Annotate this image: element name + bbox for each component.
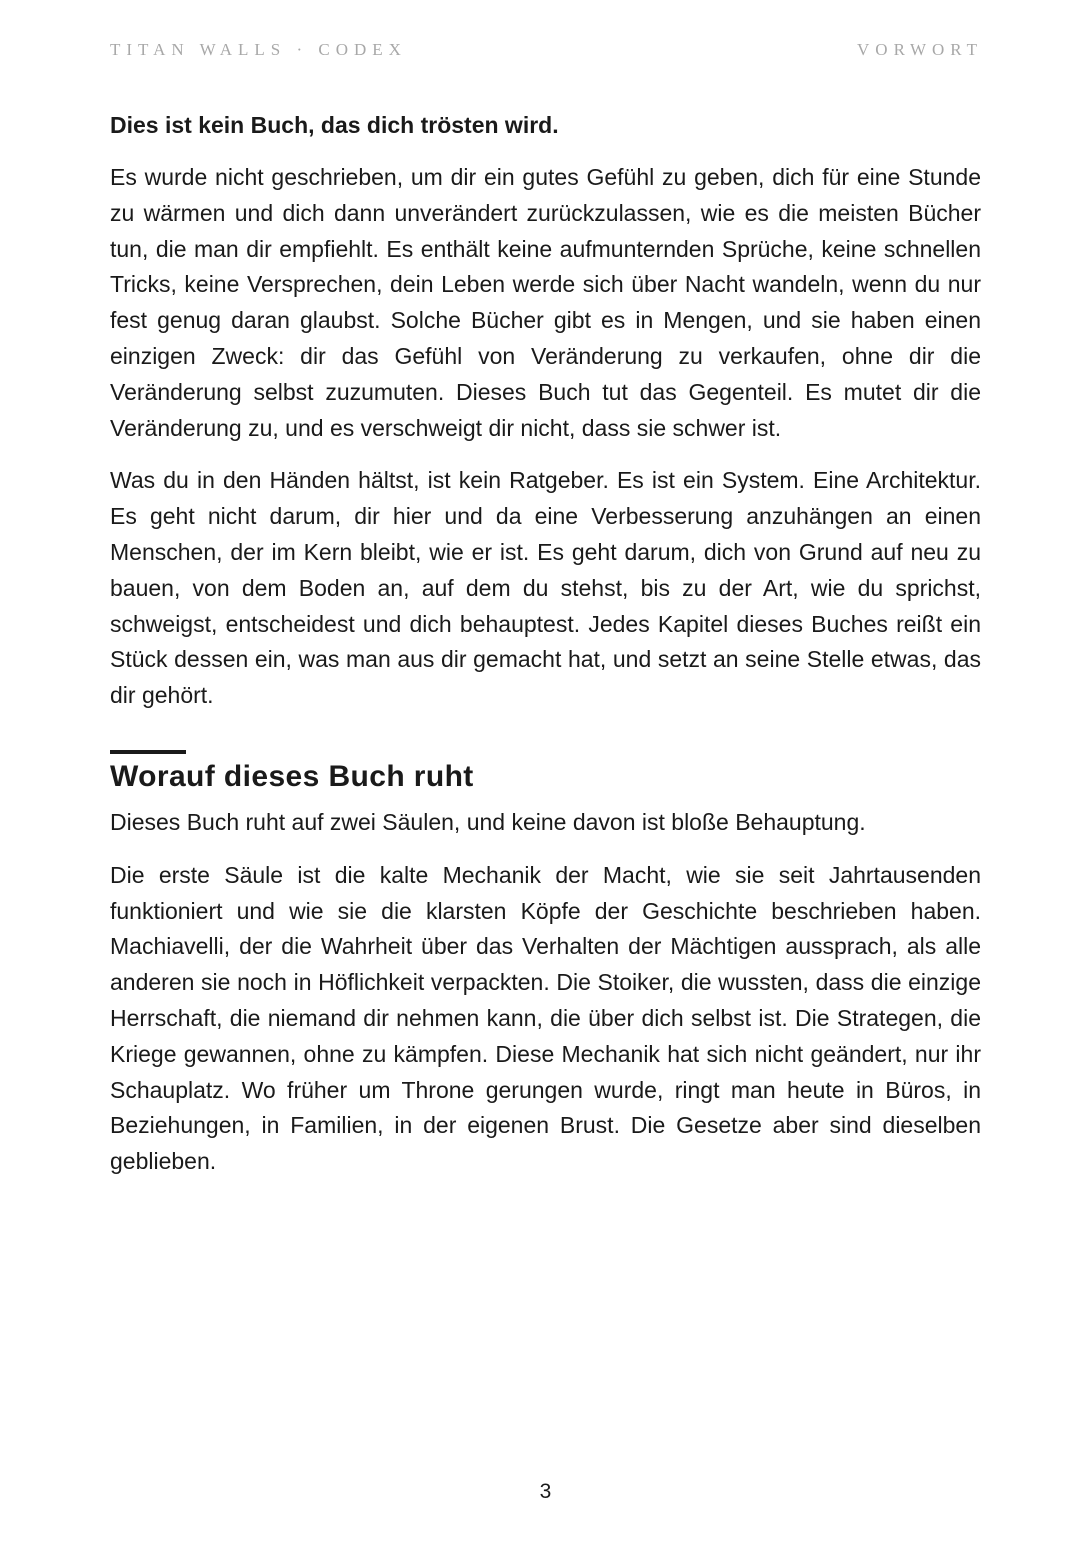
page-body [110, 108, 981, 1197]
body-paragraph: Es wurde nicht geschrieben, um dir ein gutes Gefühl zu geben, dich für eine Stunde zu wärmen und dich dann unverändert zurückzulassen, wie es die meisten Bücher tun, die man dir empfiehlt. Es enthält keine aufmunternden Sprüche, keine schnellen Tricks, keine Versprechen, dein Leben werde sich über Nacht wandeln, wenn du nur fest genug daran glaubst. Solche Bücher gibt es in Mengen, und sie haben einen einzigen Zweck: dir das Gefühl von Veränderung zu verkaufen, ohne dir die Veränderung selbst zuzumuten. Dieses Buch tut das Gegenteil. Es mutet dir die Veränderung zu, und es verschweigt dir nicht, dass sie schwer ist. [110, 164, 981, 441]
body-paragraph: Die erste Säule ist die kalte Mechanik der Macht, wie sie seit Jahrtausenden funktioniert und wie sie die klarsten Köpfe der Geschichte beschrieben haben. Machiavelli, der die Wahrheit über das Verhalten der Mächtigen aussprach, als alle anderen sie noch in Höflichkeit verpackten. Die Stoiker, die wussten, dass die einzige Herrschaft, die niemand dir nehmen kann, die über dich selbst ist. Die Strategen, die Kriege gewannen, ohne zu kämpfen. Diese Mechanik hat sich nicht geändert, nur ihr Schauplatz. Wo früher um Throne gerungen wurde, ringt man heute in Büros, in Beziehungen, in Familien, in der eigenen Brust. Die Gesetze aber sind dieselben geblieben. [110, 861, 981, 1175]
section-rule [110, 750, 186, 754]
lead-sentence: Dies ist kein Buch, das dich trösten wird. [110, 112, 559, 138]
body-paragraph: Dieses Buch ruht auf zwei Säulen, und keine davon ist bloße Behauptung. [110, 808, 866, 835]
body-paragraph: Was du in den Händen hältst, ist kein Ratgeber. Es ist ein System. Eine Architektur. Es geht nicht darum, dir hier und da eine Verbesserung anzuhängen an einen Menschen, der im Kern bleibt, wie er ist. Es geht darum, dich von Grund auf neu zu bauen, von dem Boden an, auf dem du stehst, bis zu der Art, wie du sprichst, schweigst, entscheidest und dich behauptest. Jedes Kapitel dieses Buches reißt ein Stück dessen ein, was man aus dir gemacht hat, und setzt an seine Stelle etwas, das dir gehört. [110, 467, 981, 709]
book-title-header: TITAN WALLS · CODEX [110, 40, 407, 59]
chapter-title-header: VORWORT [857, 40, 983, 59]
section-heading: Worauf dieses Buch ruht [110, 759, 474, 793]
page-number: 3 [539, 1480, 552, 1503]
running-header [110, 40, 983, 60]
